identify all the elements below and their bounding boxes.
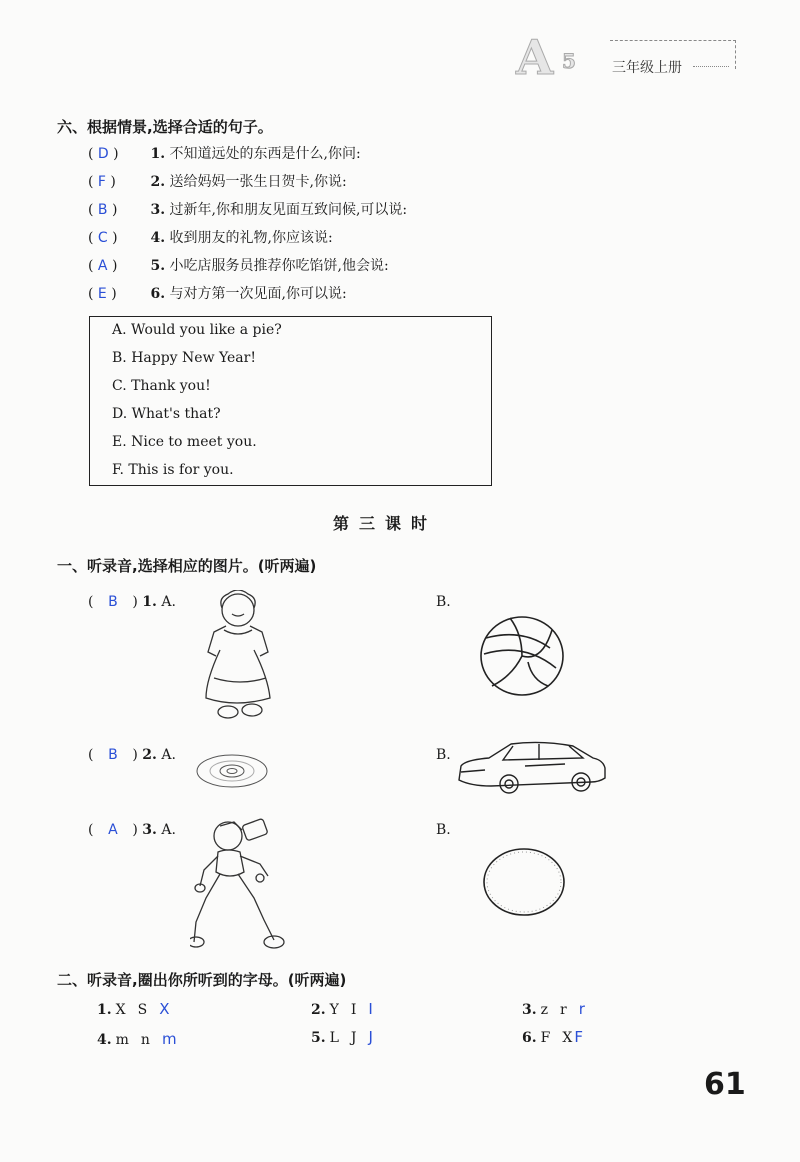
answer-mark[interactable]: J [368,1028,373,1046]
question-number: 5. [150,258,166,274]
option-b: B. Happy New Year! [112,350,256,366]
letter-option[interactable]: I [350,1002,357,1018]
option-b-label: B. [436,747,451,763]
answer-mark[interactable]: r [578,1000,585,1018]
answer-mark[interactable]: F [574,1028,583,1046]
letter-option[interactable]: J [350,1030,357,1046]
answer-mark[interactable]: m [161,1030,177,1048]
ball-icon [481,846,567,918]
question-row: ( B ) 3. 过新年,你和朋友见面互致问候,可以说: [88,202,408,218]
question-number: 6. [522,1030,537,1046]
pic-question-1: ( B ) 1. A. [88,594,176,610]
section6-title: 六、根据情景,选择合适的句子。 [57,118,273,136]
question-number: 4. [150,230,166,246]
option-b-label: B. [436,594,451,610]
letter-option[interactable]: L [329,1030,339,1046]
question-number: 3. [142,822,157,838]
letter-option[interactable]: r [560,1002,567,1018]
logo-letter: A [516,30,554,80]
options-box [89,316,492,486]
question-text: 小吃店服务员推荐你吃馅饼,他会说: [169,258,389,274]
question-text: 与对方第一次见面,你可以说: [169,286,347,302]
answer-field[interactable]: D [97,146,109,162]
option-a-label: A. [161,822,176,838]
question-row: ( D ) 1. 不知道远处的东西是什么,你问: [88,146,361,162]
book-grade-title: 三年级上册 [612,60,682,76]
question-row: ( E ) 6. 与对方第一次见面,你可以说: [88,286,347,302]
cd-icon [194,752,270,790]
letter-question-5 [311,1028,385,1046]
listen2-title: 二、听录音,圈出你所听到的字母。(听两遍) [57,971,347,989]
answer-field[interactable]: A [108,822,118,838]
option-c: C. Thank you! [112,378,211,394]
letter-question-1 [97,1000,181,1018]
page-number: 61 [704,1067,746,1102]
question-row: ( F ) 2. 送给妈妈一张生日贺卡,你说: [88,174,347,190]
option-b-label: B. [436,822,451,838]
answer-field[interactable]: B [108,594,118,610]
option-f: F. This is for you. [112,462,234,478]
letter-option[interactable]: F [540,1030,551,1046]
option-a: A. Would you like a pie? [112,322,282,338]
letter-question-6 [522,1028,595,1046]
option-e: E. Nice to meet you. [112,434,257,450]
answer-mark[interactable]: X [159,1000,170,1018]
question-number: 3. [522,1002,537,1018]
option-d: D. What's that? [112,406,221,422]
doll-icon [190,590,290,722]
question-text: 不知道远处的东西是什么,你问: [169,146,361,162]
header-dotline [693,66,729,67]
question-row: ( C ) 4. 收到朋友的礼物,你应该说: [88,230,333,246]
logo-superscript: 5 [562,49,576,73]
letter-option[interactable]: S [137,1002,148,1018]
pic-question-2: ( B ) 2. A. [88,747,176,763]
pic-question-3: ( A ) 3. A. [88,822,176,838]
option-a-label: A. [161,747,176,763]
question-number: 2. [150,174,166,190]
letter-option[interactable]: Y [329,1002,339,1018]
question-number: 6. [150,286,166,302]
letter-option[interactable]: X [562,1030,573,1046]
question-number: 5. [311,1030,326,1046]
letter-option[interactable]: z [540,1002,549,1018]
robot-icon [190,818,290,950]
letter-question-2 [311,1000,385,1018]
question-number: 2. [311,1002,326,1018]
answer-field[interactable]: B [97,202,108,218]
answer-field[interactable]: A [97,258,108,274]
question-number: 2. [142,747,157,763]
answer-field[interactable]: E [97,286,107,302]
answer-field[interactable]: C [97,230,108,246]
lesson-title: 第三课时 [333,514,438,533]
question-number: 1. [142,594,157,610]
question-row: ( A ) 5. 小吃店服务员推荐你吃馅饼,他会说: [88,258,389,274]
letter-option[interactable]: m [115,1032,129,1048]
question-number: 1. [150,146,166,162]
option-a-label: A. [161,594,176,610]
answer-mark[interactable]: I [368,1000,373,1018]
question-text: 收到朋友的礼物,你应该说: [169,230,333,246]
letter-question-4 [97,1030,189,1048]
car-icon [455,740,607,798]
letter-option[interactable]: n [140,1032,150,1048]
question-text: 送给妈妈一张生日贺卡,你说: [169,174,347,190]
answer-field[interactable]: B [108,747,118,763]
section6-questions [88,143,407,305]
listen1-title: 一、听录音,选择相应的图片。(听两遍) [57,557,317,575]
question-number: 4. [97,1032,112,1048]
letter-question-3 [522,1000,597,1018]
volleyball-icon [478,614,566,698]
answer-field[interactable]: F [97,174,106,190]
question-number: 1. [97,1002,112,1018]
question-number: 3. [150,202,166,218]
letter-option[interactable]: X [115,1002,126,1018]
question-text: 过新年,你和朋友见面互致问候,可以说: [169,202,408,218]
book-logo [512,30,602,80]
